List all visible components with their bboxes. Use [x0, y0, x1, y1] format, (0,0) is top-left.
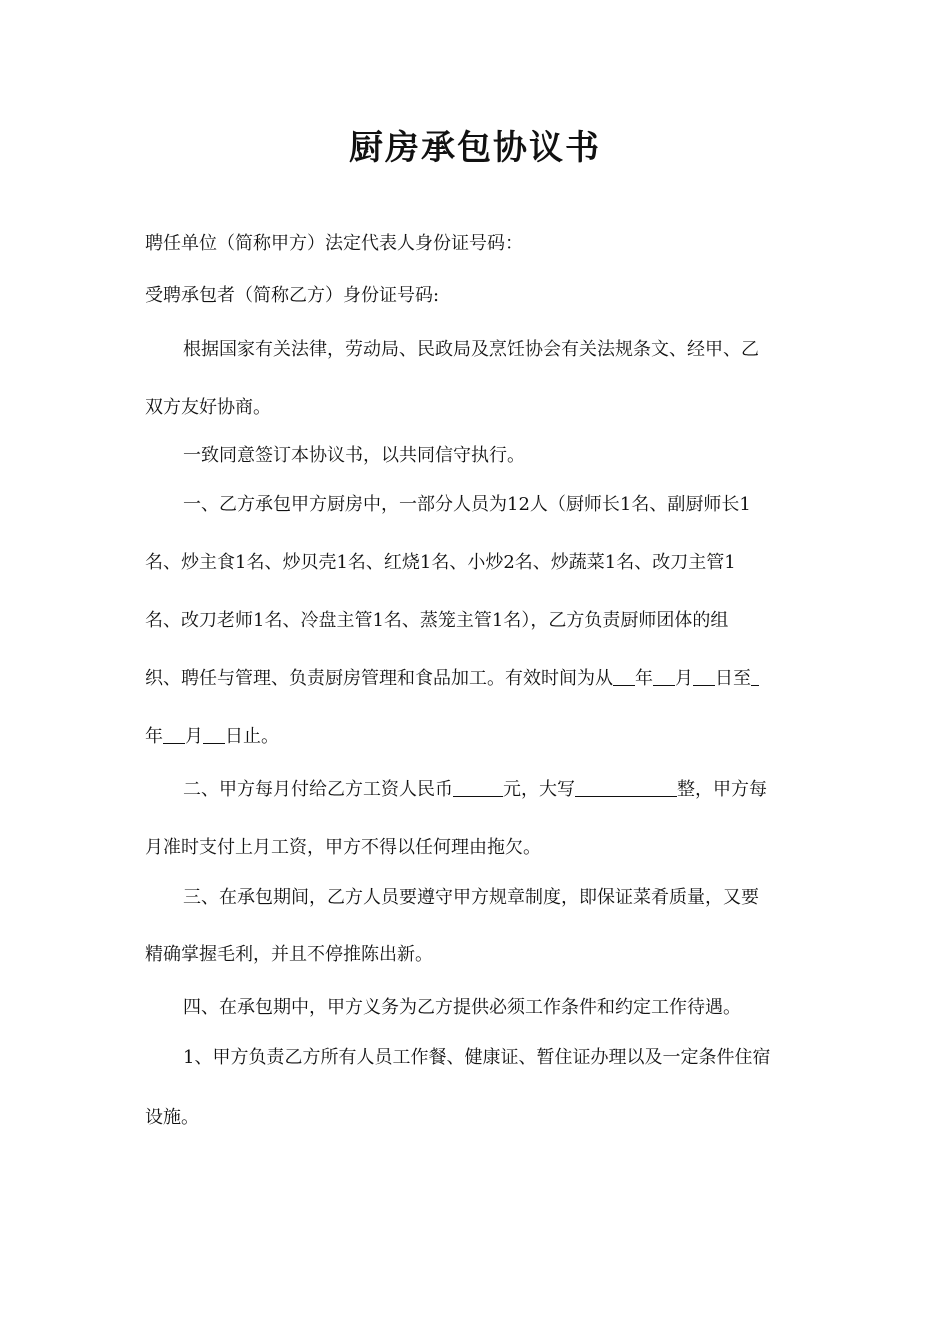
intro-line-1: 根据国家有关法律，劳动局、民政局及烹饪协会有关法规条文、经甲、乙: [183, 339, 759, 360]
blank-end-year-start: [751, 667, 759, 686]
clause-2-suffix: 整，甲方每: [677, 779, 767, 800]
document-title: 厨房承包协议书: [349, 128, 601, 168]
clause-1-line-1: 一、乙方承包甲方厨房中，一部分人员为12人（厨师长1名、副厨师长1: [183, 494, 751, 515]
day-to-label: 日至: [715, 668, 751, 689]
end-year-label: 年: [145, 726, 163, 747]
clause-3-line-2: 精确掌握毛利，并且不停推陈出新。: [145, 944, 433, 965]
end-month-label: 月: [185, 726, 203, 747]
item-1-line-1: 1、甲方负责乙方所有人员工作餐、健康证、暂住证办理以及一定条件住宿: [183, 1047, 771, 1068]
month-label: 月: [675, 668, 693, 689]
blank-end-day: [203, 725, 225, 744]
clause-1-line-5: [145, 723, 815, 751]
blank-start-month: [653, 667, 675, 686]
day-end-label: 日止。: [225, 726, 279, 747]
party-a-line: 聘任单位（简称甲方）法定代表人身份证号码：: [145, 233, 523, 254]
blank-salary-amount: [453, 778, 503, 797]
blank-end-month: [163, 725, 185, 744]
year-label: 年: [635, 668, 653, 689]
clause-4-line-1: 四、在承包期中，甲方义务为乙方提供必须工作条件和约定工作待遇。: [183, 997, 741, 1018]
clause-1-line-3: 名、改刀老师1名、冷盘主管1名、蒸笼主管1名），乙方负责厨师团体的组: [145, 610, 729, 631]
blank-start-year: [613, 667, 635, 686]
agree-line: 一致同意签订本协议书，以共同信守执行。: [183, 445, 525, 466]
clause-2-line-2: 月准时支付上月工资，甲方不得以任何理由拖欠。: [145, 837, 541, 858]
clause-1-line-2: 名、炒主食1名、炒贝壳1名、红烧1名、小炒2名、炒蔬菜1名、改刀主管1: [145, 552, 736, 573]
intro-line-2: 双方友好协商。: [145, 397, 271, 418]
clause-1-line-4: [145, 665, 815, 693]
blank-salary-words: [575, 778, 677, 797]
clause-2-prefix: 二、甲方每月付给乙方工资人民币: [183, 779, 453, 800]
clause-2-line-1: [183, 776, 815, 804]
clause-1-line-4-text: 织、聘任与管理、负责厨房管理和食品加工。有效时间为从: [145, 668, 613, 689]
clause-3-line-1: 三、在承包期间，乙方人员要遵守甲方规章制度，即保证菜肴质量，又要: [183, 887, 759, 908]
clause-2-yuan: 元，大写: [503, 779, 575, 800]
blank-start-day: [693, 667, 715, 686]
party-b-line: 受聘承包者（简称乙方）身份证号码:: [145, 285, 440, 306]
item-1-line-2: 设施。: [145, 1107, 199, 1128]
